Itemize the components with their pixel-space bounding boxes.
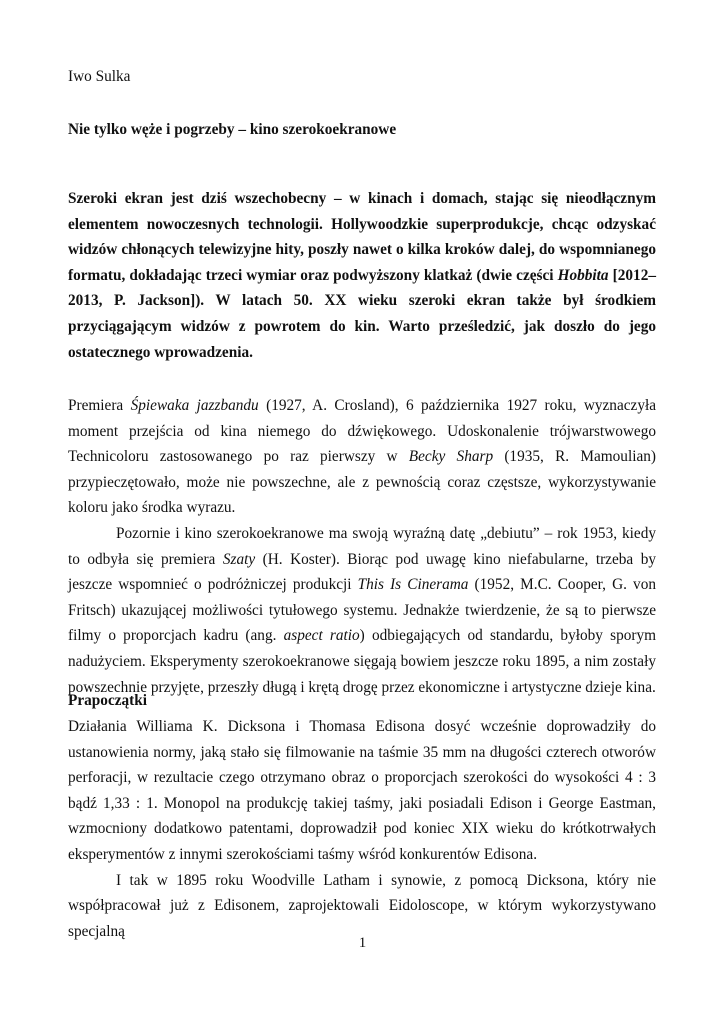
text-run: (H. Koster). Biorąc pod uwagę kino niefabularne, trzeba by jeszcze wspomnieć o podróżniczej produkcji <box>68 550 656 594</box>
body-section-intro <box>68 393 656 700</box>
text-run: (1952, M.C. Cooper, G. von Fritsch) ukazującej możliwości tytułowego systemu. Jednakże twierdzenie, że są to pierwsze filmy o proporcjach kadru (ang. <box>68 576 656 645</box>
body-section-origins <box>68 714 656 944</box>
body-paragraph-2 <box>68 521 656 700</box>
section-heading: Prapoczątki <box>68 692 148 709</box>
film-title: This Is Cinerama <box>357 576 469 594</box>
term-italic: aspect ratio <box>283 627 360 645</box>
text-run: ) odbiegających od standardu, byłoby sporym nadużyciem. Eksperymenty szerokoekranowe sięgają bowiem jeszcze roku 1895, a nim zostały powszechnie przyjęte, przeszły długą i krętą drogę przez ekonomiczne i artystyczne dzieje kina. <box>68 627 657 696</box>
text-run: (1935, R. Mamoulian) przypieczętowało, może nie powszechne, ale z pewnością coraz częstsze, wykorzystywanie koloru jako środka wyrazu. <box>68 448 656 517</box>
article-title: Nie tylko węże i pogrzeby – kino szerokoekranowe <box>68 121 397 138</box>
text-run: Premiera <box>68 397 131 414</box>
lead-film-title: Hobbita <box>557 266 609 284</box>
film-title: Becky Sharp <box>408 448 494 466</box>
lead-text-1: Szeroki ekran jest dziś wszechobecny – w kinach i domach, stając się nieodłącznym elementem nowoczesnych technologii. Hollywoodzkie superprodukcje, chcąc odzyskać widzów chłonących telewizyjne hity, poszły nawet o kilka kroków dalej, do wspomnianego formatu, dokładając trzeci wymiar oraz podwyższony klatkaż (dwie części <box>68 190 656 284</box>
body-paragraph-1 <box>68 393 656 521</box>
lead-paragraph <box>68 186 656 365</box>
text-run: (1927, A. Crosland), 6 października 1927 roku, wyznaczyła moment przejścia od kina niemego do dźwiękowego. Udoskonalenie trójwarstwowego Technicoloru zastosowanego po raz pierwszy w <box>68 397 657 466</box>
author-name: Iwo Sulka <box>68 68 131 85</box>
film-title: Śpiewaka jazzbandu <box>130 397 259 414</box>
page-number: 1 <box>358 935 367 951</box>
film-title: Szaty <box>222 550 256 568</box>
lead-text-2: [2012–2013, P. Jackson]). W latach 50. XX wieku szeroki ekran także był środkiem przyciągającym widzów z powrotem do kin. Warto prześledzić, jak doszło do jego ostatecznego wprowadzenia. <box>68 266 656 361</box>
text-run: Pozornie i kino szerokoekranowe ma swoją wyraźną datę „debiutu” – rok 1953, kiedy to odbyła się premiera <box>68 524 656 568</box>
body-paragraph-3: Działania Williama K. Dicksona i Thomasa Edisona dosyć wcześnie doprowadziły do ustanowienia normy, jaką stało się filmowanie na taśmie 35 mm na długości czterech otworów perforacji, w rezultacie czego otrzymano obraz o proporcjach szerokości do wysokości 4 : 3 bądź 1,33 : 1. Monopol na produkcję takiej taśmy, jaki posiadali Edison i George Eastman, wzmocniony dodatkowo patentami, doprowadził pod koniec XIX wieku do krótkotrwałych eksperymentów z innymi szerokościami taśmy wśród konkurentów Edisona. <box>68 718 656 863</box>
body-paragraph-4: I tak w 1895 roku Woodville Latham i synowie, z pomocą Dicksona, który nie współpracował już z Edisonem, zaprojektowali Eidoloscope, w którym wykorzystywano specjalną <box>68 871 656 940</box>
